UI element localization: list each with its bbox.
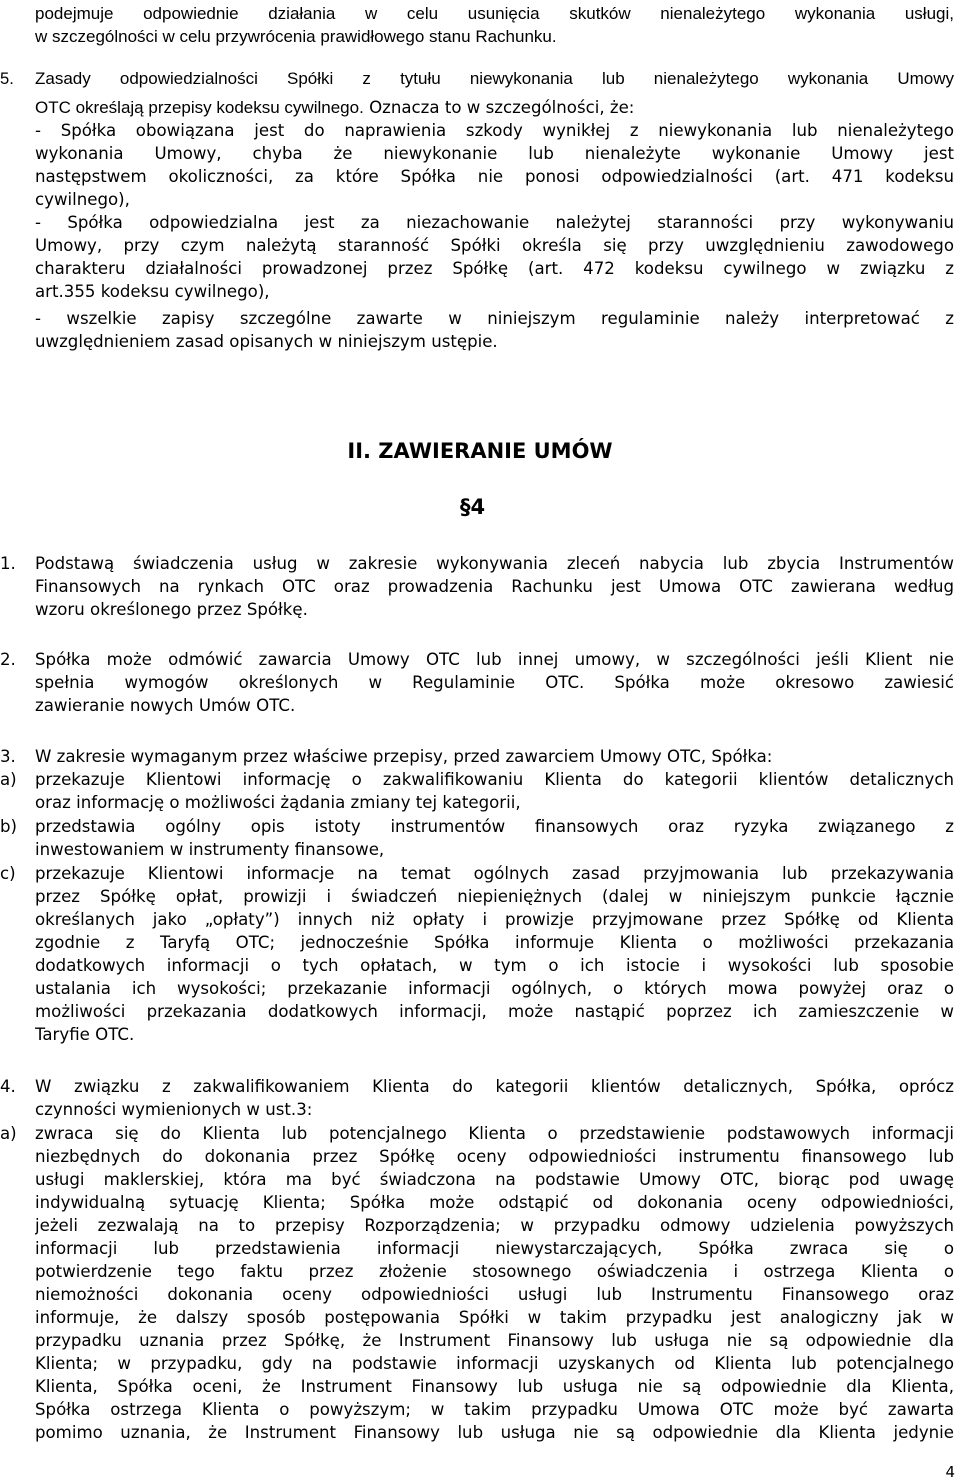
item-line: W związku z zakwalifikowaniem Klienta do kategorii klientów detalicznych, Spółka, oprócz: [35, 1077, 954, 1096]
item-number: 4.: [0, 1077, 16, 1096]
paragraph-line: cywilnego),: [35, 190, 130, 209]
subitem-line: usługi maklerskiej, która ma być świadczona na podstawie Umowy OTC, biorąc pod uwagę: [35, 1170, 954, 1189]
subitem-line: Spółka ostrzega Klienta o powyższym; w takim przypadku Umowa OTC może być zawarta: [35, 1400, 954, 1419]
subitem-label: a): [0, 770, 17, 789]
item-line: spełnia wymogów określonych w Regulaminie OTC. Spółka może okresowo zawiesić: [35, 673, 954, 692]
subitem-line: zwraca się do Klienta lub potencjalnego Klienta o przedstawienie podstawowych informacji: [35, 1124, 954, 1143]
paragraph-number: 5.: [0, 69, 14, 88]
item-line: Finansowych na rynkach OTC oraz prowadzenia Rachunku jest Umowa OTC zawierana według: [35, 577, 954, 596]
paragraph-line: następstwem okoliczności, za które Spółka nie ponosi odpowiedzialności (art. 471 kodeksu: [35, 167, 954, 186]
subitem-line: oraz informację o możliwości żądania zmiany tej kategorii,: [35, 793, 521, 812]
subitem-line: jeżeli zezwalają na to przepisy Rozporządzenia; w przypadku odmowy udzielenia powyższych: [35, 1216, 954, 1235]
paragraph-marker-number: 4: [470, 495, 486, 519]
subitem-line: Taryfie OTC.: [35, 1025, 135, 1044]
subitem-line: przekazuje Klientowi informację o zakwalifikowaniu Klienta do kategorii klientów detalicznych: [35, 770, 954, 789]
subitem-label: c): [0, 864, 16, 883]
subitem-line: przez Spółkę opłat, prowizji i świadczeń niepieniężnych (dalej w niniejszym punkcie łącznie: [35, 887, 954, 906]
subitem-line: indywidualną sytuację Klienta; Spółka może odstąpić od dokonania oceny odpowiedniości,: [35, 1193, 954, 1212]
subitem-line: Klienta, Spółka oceni, że Instrument Finansowy lub usługa nie są odpowiednie dla Klienta,: [35, 1377, 954, 1396]
subitem-line: ustalania ich wysokości; przekazanie informacji ogólnych, o których mowa powyżej oraz o: [35, 979, 954, 998]
item-line: czynności wymienionych w ust.3:: [35, 1100, 313, 1119]
paragraph-line: art.355 kodeksu cywilnego),: [35, 282, 270, 301]
subitem-line: niezbędnych do dokonania przez Spółkę oceny odpowiedniości instrumentu finansowego lub: [35, 1147, 954, 1166]
section-heading: II. ZAWIERANIE UMÓW: [347, 439, 613, 463]
item-line: Spółka może odmówić zawarcia Umowy OTC lub innej umowy, w szczególności jeśli Klient nie: [35, 650, 954, 669]
subitem-line: niemożności dokonania oceny odpowiedniości usługi lub Instrumentu Finansowego oraz: [35, 1285, 954, 1304]
subitem-line: informacji lub przedstawienia informacji niewystarczających, Spółka zwraca się o: [35, 1239, 954, 1258]
paragraph-line: uwzględnieniem zasad opisanych w niniejszym ustępie.: [35, 332, 498, 351]
subitem-line: zgodnie z Taryfą OTC; jednocześnie Spółka informuje Klienta o możliwości przekazania: [35, 933, 954, 952]
subitem-line: określanych jako „opłaty”) innych niż opłaty i prowizje przyjmowane przez Spółkę od Klienta: [35, 910, 954, 929]
subitem-line: przedstawia ogólny opis istoty instrumentów finansowych oraz ryzyka związanego z: [35, 817, 954, 836]
subitem-line: Klienta; w przypadku, gdy na podstawie informacji uzyskanych od Klienta lub potencjalnego: [35, 1354, 954, 1373]
item-number: 3.: [0, 747, 16, 766]
page-number: 4: [945, 1463, 955, 1481]
paragraph-line: - Spółka obowiązana jest do naprawienia szkody wynikłej z niewykonania lub nienależytego: [35, 121, 954, 140]
subitem-line: informuje, że dalszy sposób postępowania Spółki w takim przypadku jest analogiczny jak w: [35, 1308, 954, 1327]
subitem-line: potwierdzenie tego faktu przez złożenie stosownego oświadczenia i ostrzega Klienta o: [35, 1262, 954, 1281]
intro-line-1: podejmuje odpowiednie działania w celu usunięcia skutków nienależytego wykonania usługi,: [35, 4, 954, 23]
paragraph-marker: §4: [460, 495, 486, 519]
paragraph-line: charakteru działalności prowadzonej przez Spółkę (art. 472 kodeksu cywilnego w związku z: [35, 259, 954, 278]
item-line: Podstawą świadczenia usług w zakresie wykonywania zleceń nabycia lub zbycia Instrumentów: [35, 554, 954, 573]
intro-line-2: w szczególności w celu przywrócenia prawidłowego stanu Rachunku.: [35, 27, 557, 46]
subitem-line: dodatkowych informacji o tych opłatach, w tym o ich istocie i wysokości lub sposobie: [35, 956, 954, 975]
subitem-line: przekazuje Klientowi informacje na temat ogólnych zasad przyjmowania lub przekazywania: [35, 864, 954, 883]
subitem-line: pomimo uznania, że Instrument Finansowy lub usługa nie są odpowiednie dla Klienta jedynie: [35, 1423, 954, 1442]
item-number: 2.: [0, 650, 16, 669]
item-line: wzoru określonego przez Spółkę.: [35, 600, 308, 619]
subitem-line: możliwości przekazania dodatkowych informacji, może nastąpić poprzez ich zamieszczenie w: [35, 1002, 954, 1021]
subitem-line: przypadku uznania przez Spółkę, że Instrument Finansowy lub usługa nie są odpowiednie dla: [35, 1331, 954, 1350]
item-line: W zakresie wymaganym przez właściwe przepisy, przed zawarciem Umowy OTC, Spółka:: [35, 747, 773, 766]
paragraph-line: Umowy, przy czym należytą staranność Spółki określa się przy uwzględnieniu zawodowego: [35, 236, 954, 255]
paragraph-line: - wszelkie zapisy szczególne zawarte w niniejszym regulaminie należy interpretować z: [35, 309, 954, 328]
subitem-line: inwestowaniem w instrumenty finansowe,: [35, 840, 385, 859]
item-line: zawieranie nowych Umów OTC.: [35, 696, 296, 715]
paragraph-line: [35, 96, 954, 119]
paragraph-line: wykonania Umowy, chyba że niewykonanie lub nienależyte wykonanie Umowy jest: [35, 144, 954, 163]
paragraph-line: - Spółka odpowiedzialna jest za niezachowanie należytej staranności przy wykonywaniu: [35, 213, 954, 232]
paragraph-text-segment: Oznacza to w szczególności, że:: [363, 98, 635, 117]
subitem-label: b): [0, 817, 18, 836]
paragraph-text-segment: OTC określają przepisy kodeksu cywilnego.: [35, 98, 364, 117]
paragraph-line: Zasady odpowiedzialności Spółki z tytułu niewykonania lub nienależytego wykonania Umowy: [35, 69, 954, 88]
subitem-label: a): [0, 1124, 17, 1143]
item-number: 1.: [0, 554, 16, 573]
